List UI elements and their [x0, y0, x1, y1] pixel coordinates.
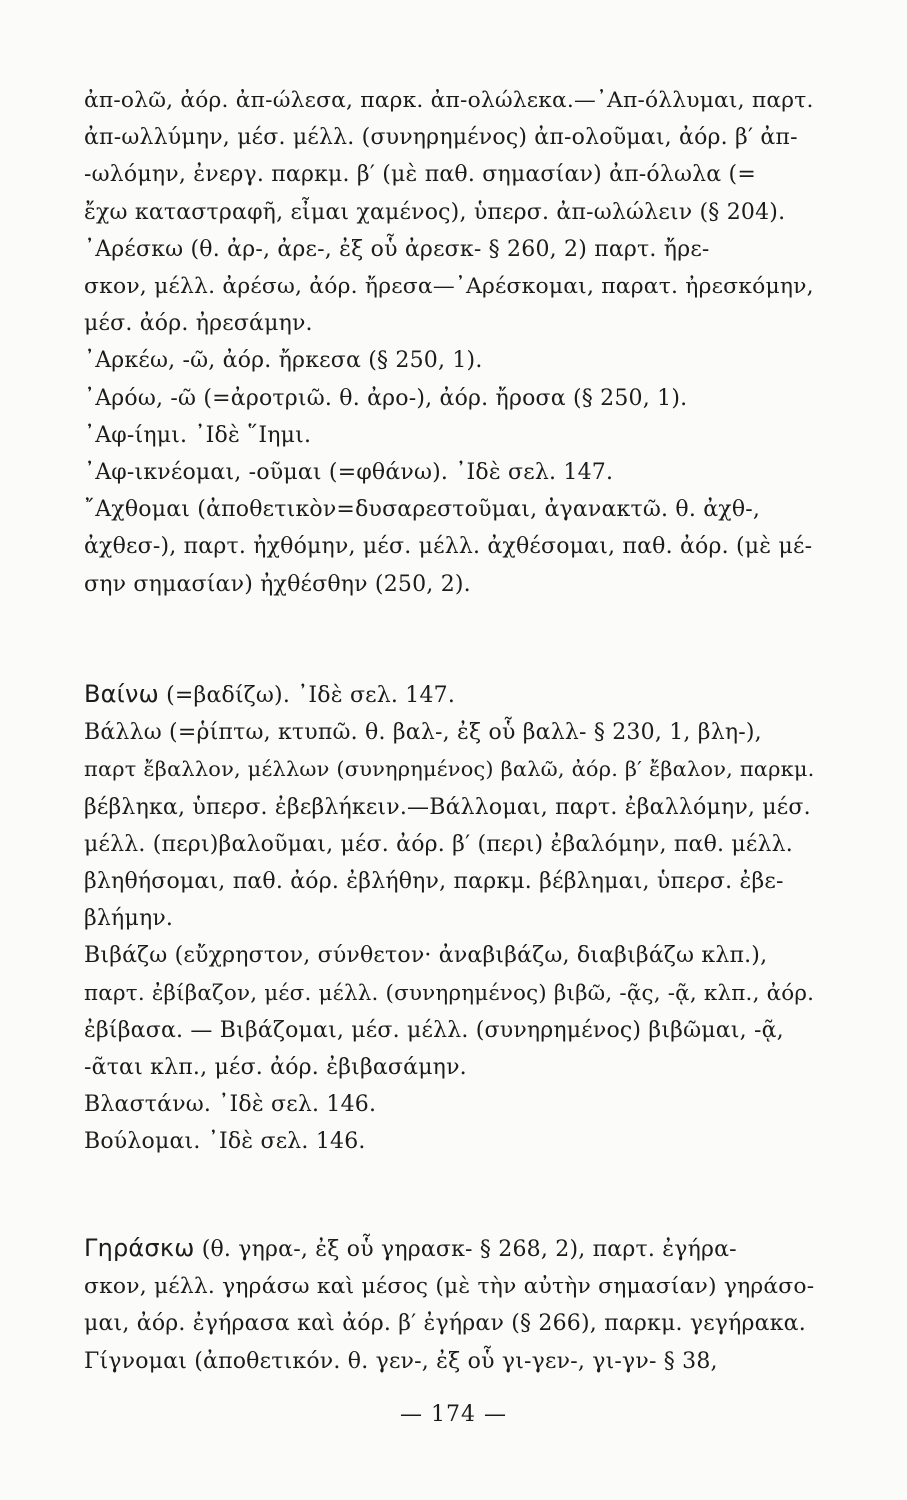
text-line: ἀπ-ωλλύμην, μέσ. μέλλ. (συνηρημένος) ἀπ-ολοῦμαι, ἀόρ. β′ ἀπ- — [84, 125, 798, 151]
dictionary-section-alpha — [84, 82, 814, 603]
text-line: -ωλόμην, ἐνεργ. παρκμ. β′ (μὲ παθ. σημασίαν) ἀπ-όλωλα (= — [84, 162, 756, 188]
dictionary-section-beta — [84, 676, 814, 1161]
entry-aphiēmi: ᾿Αφ-ίημι. ᾿Ιδὲ ῞Ιημι. — [84, 422, 312, 448]
text-line: σκον, μέλλ. γηράσω καὶ μέσος (μὲ τὴν αὐτὴν σημασίαν) γηράσο- — [84, 1274, 814, 1300]
dictionary-section-gamma — [84, 1230, 814, 1380]
headword-rest: (=βαδίζω). ᾿Ιδὲ σελ. 147. — [158, 683, 456, 708]
text-line: παρτ. ἐβίβαζον, μέσ. μέλλ. (συνηρημένος) βιβῶ, -ᾷς, -ᾷ, κλπ., ἀόρ. — [84, 980, 814, 1006]
text-line: βέβληκα, ὑπερσ. ἐβεβλήκειν.—Βάλλομαι, παρτ. ἐβαλλόμην, μέσ. — [84, 794, 811, 820]
section-head-gamma — [84, 1230, 814, 1268]
text-line: -ᾶται κλπ., μέσ. ἀόρ. ἐβιβασάμην. — [84, 1055, 467, 1081]
text-line: μαι, ἀόρ. ἐγήρασα καὶ ἀόρ. β′ ἐγήραν (§ 266), παρκμ. γεγήρακα. — [84, 1311, 806, 1337]
text-line: ἀχθεσ-), παρτ. ἠχθόμην, μέσ. μέλλ. ἀχθέσομαι, παθ. ἀόρ. (μὲ μέ- — [84, 534, 813, 560]
text-line: ἀπ-ολῶ, ἀόρ. ἀπ-ώλεσα, παρκ. ἀπ-ολώλεκα.—᾿Απ-όλλυμαι, παρτ. — [84, 88, 814, 113]
entry-blastanō: Βλαστάνω. ᾿Ιδὲ σελ. 146. — [84, 1092, 377, 1118]
text-line: παρτ ἔβαλλον, μέλλων (συνηρημένος) βαλῶ, ἀόρ. β′ ἔβαλον, παρκμ. — [84, 757, 814, 782]
section-head-beta — [84, 676, 814, 714]
text-line: ἐβίβασα. — Βιβάζομαι, μέσ. μέλλ. (συνηρημένος) βιβῶμαι, -ᾷ, — [84, 1017, 784, 1043]
headword-rest: (θ. γηρα-, ἐξ οὗ γηρασκ- § 268, 2), παρτ. ἐγήρα- — [194, 1237, 737, 1262]
entry-aroō: ᾿Αρόω, -ῶ (=ἀροτριῶ. θ. ἀρο-), ἀόρ. ἤροσα (§ 250, 1). — [84, 385, 688, 411]
text-line: σην σημασίαν) ἠχθέσθην (250, 2). — [84, 571, 471, 597]
entry-gignomai: Γίγνομαι (ἀποθετικόν. θ. γεν-, ἐξ οὗ γι-γεν-, γι-γν- § 38, — [84, 1348, 718, 1374]
entry-ballō: Βάλλω (=ῥίπτω, κτυπῶ. θ. βαλ-, ἐξ οὗ βαλλ- § 230, 1, βλη-), — [84, 720, 762, 746]
text-line: βληθήσομαι, παθ. ἀόρ. ἐβλήθην, παρκμ. βέβλημαι, ὑπερσ. ἐβε- — [84, 869, 784, 895]
entry-arkeō: ᾿Αρκέω, -ῶ, ἀόρ. ἤρκεσα (§ 250, 1). — [84, 348, 483, 374]
entry-boulomai: Βούλομαι. ᾿Ιδὲ σελ. 146. — [84, 1129, 366, 1155]
text-line: μέσ. ἀόρ. ἠρεσάμην. — [84, 311, 313, 337]
text-line: μέλλ. (περι)βαλοῦμαι, μέσ. ἀόρ. β′ (περι) ἐβαλόμην, παθ. μέλλ. — [84, 831, 793, 857]
text-line: βλήμην. — [84, 906, 174, 932]
entry-areskō: ᾿Αρέσκω (θ. ἀρ-, ἀρε-, ἐξ οὗ ἀρεσκ- § 260, 2) παρτ. ἤρε- — [84, 236, 710, 262]
entry-achthomai: ῎Αχθομαι (ἀποθετικὸν=δυσαρεστοῦμαι, ἀγανακτῶ. θ. ἀχθ-, — [84, 497, 761, 523]
entry-bibazō: Βιβάζω (εὔχρηστον, σύνθετον· ἀναβιβάζω, διαβιβάζω κλπ.), — [84, 943, 768, 969]
page-number: — 174 — — [400, 1402, 507, 1427]
headword-bainō: Βαίνω — [84, 680, 159, 708]
entry-aphikneomai: ᾿Αφ-ικνέομαι, -οῦμαι (=φθάνω). ᾿Ιδὲ σελ. 147. — [84, 460, 614, 486]
headword-gēraskō: Γηράσκω — [84, 1234, 195, 1262]
text-line: ἔχω καταστραφῆ, εἶμαι χαμένος), ὑπερσ. ἀπ-ωλώλειν (§ 204). — [84, 199, 786, 225]
text-line: σκον, μέλλ. ἀρέσω, ἀόρ. ἤρεσα—᾿Αρέσκομαι, παρατ. ἠρεσκόμην, — [84, 274, 814, 300]
